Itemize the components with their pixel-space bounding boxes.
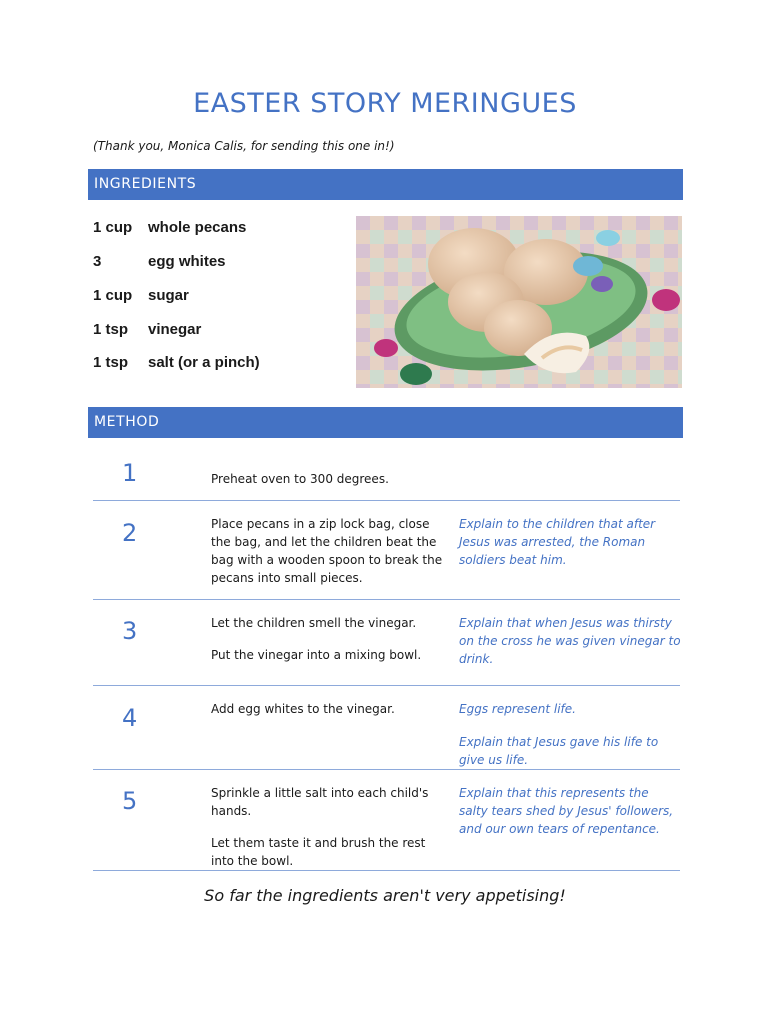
- ingredient-name: salt (or a pinch): [148, 354, 260, 371]
- step-number: 4: [122, 704, 138, 732]
- step-explanation: [459, 515, 681, 569]
- step-instruction: [211, 515, 451, 587]
- step-divider: [93, 870, 680, 871]
- step-instruction-text: Let the children smell the vinegar.: [211, 616, 417, 630]
- step-divider: [93, 500, 680, 501]
- ingredient-quantity: 1 cup: [93, 219, 133, 236]
- step-divider: [93, 599, 680, 600]
- ingredient-name: whole pecans: [148, 219, 247, 236]
- step-instruction-text: Put the vinegar into a mixing bowl.: [211, 648, 422, 662]
- step-number: 2: [122, 519, 138, 547]
- step-explanation-text: Eggs represent life.: [459, 702, 576, 716]
- step-number: 5: [122, 787, 138, 815]
- closing-remark: So far the ingredients aren't very appetising!: [204, 886, 566, 905]
- step-instruction: [211, 700, 451, 718]
- step-explanation-text: Explain to the children that after Jesus was arrested, the Roman soldiers beat him.: [459, 517, 656, 567]
- ingredient-quantity: 1 cup: [93, 287, 133, 304]
- ingredient-quantity: 3: [93, 253, 102, 270]
- ingredient-name: vinegar: [148, 321, 202, 338]
- ingredient-quantity: 1 tsp: [93, 321, 129, 338]
- step-explanation: [459, 614, 681, 668]
- page-title: EASTER STORY MERINGUES: [193, 88, 577, 119]
- step-explanation-text: Explain that Jesus gave his life to give us life.: [459, 735, 659, 767]
- step-explanation: [459, 784, 681, 838]
- step-instruction: [211, 470, 451, 488]
- step-number: 3: [122, 617, 138, 645]
- step-instruction: [211, 614, 451, 664]
- step-instruction-text: Place pecans in a zip lock bag, close the bag, and let the children beat the bag with a wooden spoon to break the pecans into small pieces.: [211, 517, 443, 585]
- thanks-note: (Thank you, Monica Calis, for sending this one in!): [93, 139, 395, 153]
- step-explanation: [459, 700, 681, 769]
- step-divider: [93, 769, 680, 770]
- ingredient-name: sugar: [148, 287, 189, 304]
- meringues-illustration: [356, 216, 682, 388]
- ingredient-quantity: 1 tsp: [93, 354, 129, 371]
- method-header: METHOD: [88, 407, 683, 438]
- step-instruction-text: Let them taste it and brush the rest into the bowl.: [211, 836, 426, 868]
- step-explanation-text: Explain that this represents the salty tears shed by Jesus' followers, and our own tears of repentance.: [459, 786, 674, 836]
- meringues-photo: [356, 216, 682, 388]
- step-instruction-text: Add egg whites to the vinegar.: [211, 702, 395, 716]
- ingredients-header: INGREDIENTS: [88, 169, 683, 200]
- step-number: 1: [122, 459, 138, 487]
- step-instruction-text: Preheat oven to 300 degrees.: [211, 472, 389, 486]
- step-divider: [93, 685, 680, 686]
- step-instruction-text: Sprinkle a little salt into each child's hands.: [211, 786, 429, 818]
- step-instruction: [211, 784, 451, 870]
- step-explanation-text: Explain that when Jesus was thirsty on the cross he was given vinegar to drink.: [459, 616, 681, 666]
- ingredient-name: egg whites: [148, 253, 226, 270]
